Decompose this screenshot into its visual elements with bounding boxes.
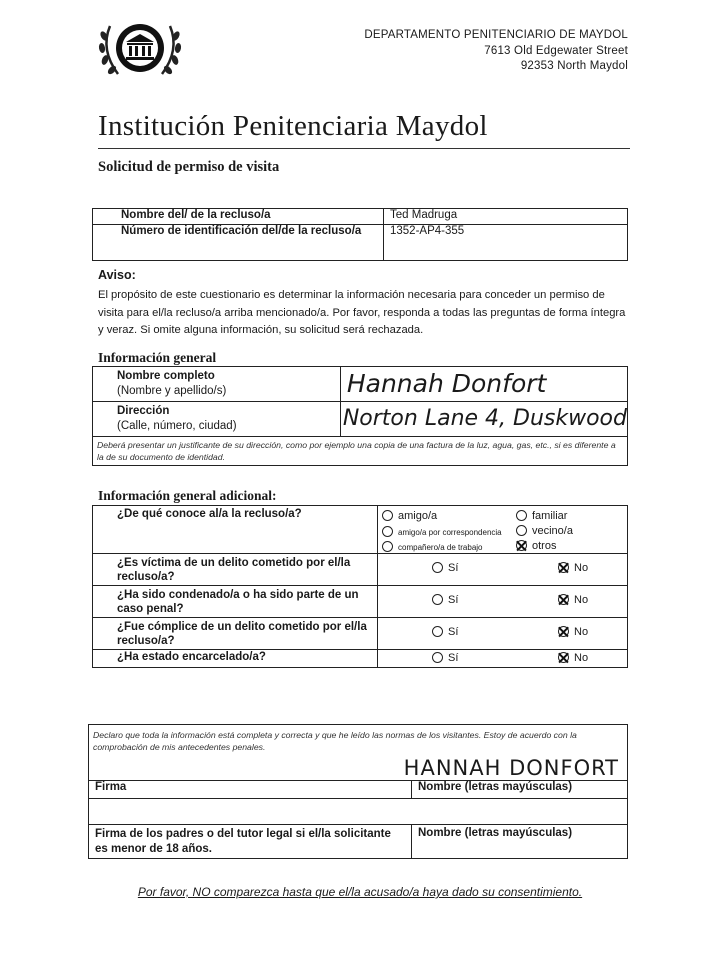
fullname-label: Nombre completo	[117, 370, 215, 382]
option-coworker[interactable]	[382, 541, 483, 552]
title-divider	[98, 148, 630, 149]
victim-no[interactable]	[558, 562, 588, 574]
option-neighbor[interactable]	[516, 525, 573, 537]
radio-checked-icon	[558, 652, 569, 663]
fullname-value: Hannah Donfort	[346, 369, 547, 398]
inmate-id-value[interactable]: 1352-AP4-355	[384, 225, 628, 261]
radio-circle-icon	[516, 510, 527, 521]
department-street: 7613 Old Edgewater Street	[484, 44, 628, 57]
question-incarcerated: ¿Ha estado encarcelado/a?	[93, 650, 378, 668]
declaration-text: Declaro que toda la información está completa y correcta y que he leído las normas de los visitantes. Estoy de acuerdo con la comprobación de mis antecedentes penales.	[93, 730, 577, 752]
option-family[interactable]	[516, 510, 567, 522]
address-hint: (Calle, número, ciudad)	[117, 420, 237, 432]
radio-circle-icon	[516, 525, 527, 536]
incarcerated-no[interactable]	[558, 652, 588, 664]
question-accomplice: ¿Fue cómplice de un delito cometido por el/la recluso/a?	[93, 618, 378, 650]
radio-checked-icon	[558, 594, 569, 605]
institution-logo	[92, 14, 188, 86]
footer-notice: Por favor, NO comparezca hasta que el/la acusado/a haya dado su consentimiento.	[137, 885, 583, 899]
inmate-name-value[interactable]: Ted Madruga	[384, 209, 628, 225]
radio-circle-icon	[432, 594, 443, 605]
inmate-name-label: Nombre del/ de la recluso/a	[93, 209, 384, 225]
option-penpal[interactable]	[382, 526, 502, 537]
inmate-id-label: Número de identificación del/de la recluso/a	[93, 225, 384, 261]
option-friend[interactable]	[382, 510, 437, 522]
option-neighbor-label: vecino/a	[532, 525, 573, 537]
option-other[interactable]	[516, 540, 556, 552]
victim-yes[interactable]	[432, 562, 458, 574]
additional-info-table	[92, 505, 628, 668]
address-cell[interactable]	[340, 402, 627, 437]
accomplice-no-label: No	[574, 626, 589, 638]
victim-yes-label: Sí	[448, 562, 459, 574]
radio-checked-icon	[558, 562, 569, 573]
address-value: Norton Lane 4, Duskwood	[342, 406, 627, 431]
radio-circle-icon	[382, 541, 393, 552]
option-family-label: familiar	[532, 510, 568, 522]
department-address	[364, 28, 628, 75]
accomplice-no[interactable]	[558, 626, 588, 638]
incarcerated-answers	[378, 650, 628, 668]
radio-circle-icon	[432, 562, 443, 573]
guardian-signature-space[interactable]	[89, 799, 628, 825]
incarcerated-no-label: No	[574, 652, 589, 664]
option-coworker-label: compañero/a de trabajo	[398, 543, 483, 552]
radio-circle-icon	[432, 626, 443, 637]
accomplice-answers	[378, 618, 628, 650]
fullname-cell[interactable]	[340, 367, 627, 402]
guardian-signature-label[interactable]: Firma de los padres o del tutor legal si el/la solicitante es menor de 18 años.	[89, 825, 412, 859]
general-info-heading: Información general	[98, 350, 217, 365]
fullname-hint: (Nombre y apellido/s)	[117, 385, 227, 397]
form-subtitle: Solicitud de permiso de visita	[98, 159, 280, 175]
accomplice-yes-label: Sí	[448, 626, 459, 638]
question-convicted: ¿Ha sido condenado/a o ha sido parte de un caso penal?	[93, 586, 378, 618]
department-name: DEPARTAMENTO PENITENCIARIO DE MAYDOL	[364, 29, 628, 41]
convicted-answers	[378, 586, 628, 618]
declaration-cell	[89, 725, 628, 781]
signature-label[interactable]: Firma	[89, 781, 412, 799]
guardian-name-label[interactable]: Nombre (letras mayúsculas)	[412, 825, 628, 859]
convicted-yes[interactable]	[432, 594, 458, 606]
option-other-label: otros	[532, 540, 557, 552]
incarcerated-yes[interactable]	[432, 652, 458, 664]
address-label-cell	[93, 402, 341, 437]
page-title: Institución Penitenciaria Maydol	[98, 110, 488, 142]
notice-text: El propósito de este cuestionario es determinar la información necesaria para conceder un permiso de visita para el/la recluso/a arriba mencionado/a. Por favor, responda a todas las preguntas de forma íntegra y veraz. Si omite alguna información, su solicitud será rechazada.	[98, 289, 626, 336]
radio-checked-icon	[558, 626, 569, 637]
radio-circle-icon	[382, 510, 393, 521]
address-proof-note: Deberá presentar un justificante de su dirección, como por ejemplo una copia de una factura de la luz, agua, gas, etc., si es diferente a la de su documento de identidad.	[93, 437, 628, 466]
victim-answers	[378, 554, 628, 586]
address-label: Dirección	[117, 405, 170, 417]
declaration-table	[88, 724, 628, 859]
incarcerated-yes-label: Sí	[448, 652, 459, 664]
print-name-value: HANNAH DONFORT	[403, 756, 619, 780]
convicted-yes-label: Sí	[448, 594, 459, 606]
convicted-no-label: No	[574, 594, 589, 606]
relationship-options	[378, 506, 628, 554]
convicted-no[interactable]	[558, 594, 588, 606]
additional-info-heading: Información general adicional:	[98, 488, 277, 503]
victim-no-label: No	[574, 562, 589, 574]
notice-heading: Aviso:	[98, 268, 136, 282]
radio-circle-icon	[382, 526, 393, 537]
general-info-table	[92, 366, 628, 466]
question-victim: ¿Es víctima de un delito cometido por el/la recluso/a?	[93, 554, 378, 586]
option-friend-label: amigo/a	[398, 510, 438, 522]
option-penpal-label: amigo/a por correspondencia	[398, 528, 502, 537]
inmate-table	[92, 208, 628, 261]
radio-circle-icon	[432, 652, 443, 663]
fullname-label-cell	[93, 367, 341, 402]
radio-checked-icon	[516, 540, 527, 551]
relationship-question: ¿De qué conoce al/a la recluso/a?	[93, 506, 378, 554]
department-city: 92353 North Maydol	[520, 60, 628, 72]
print-name-label[interactable]: Nombre (letras mayúsculas)	[412, 781, 628, 799]
accomplice-yes[interactable]	[432, 626, 458, 638]
